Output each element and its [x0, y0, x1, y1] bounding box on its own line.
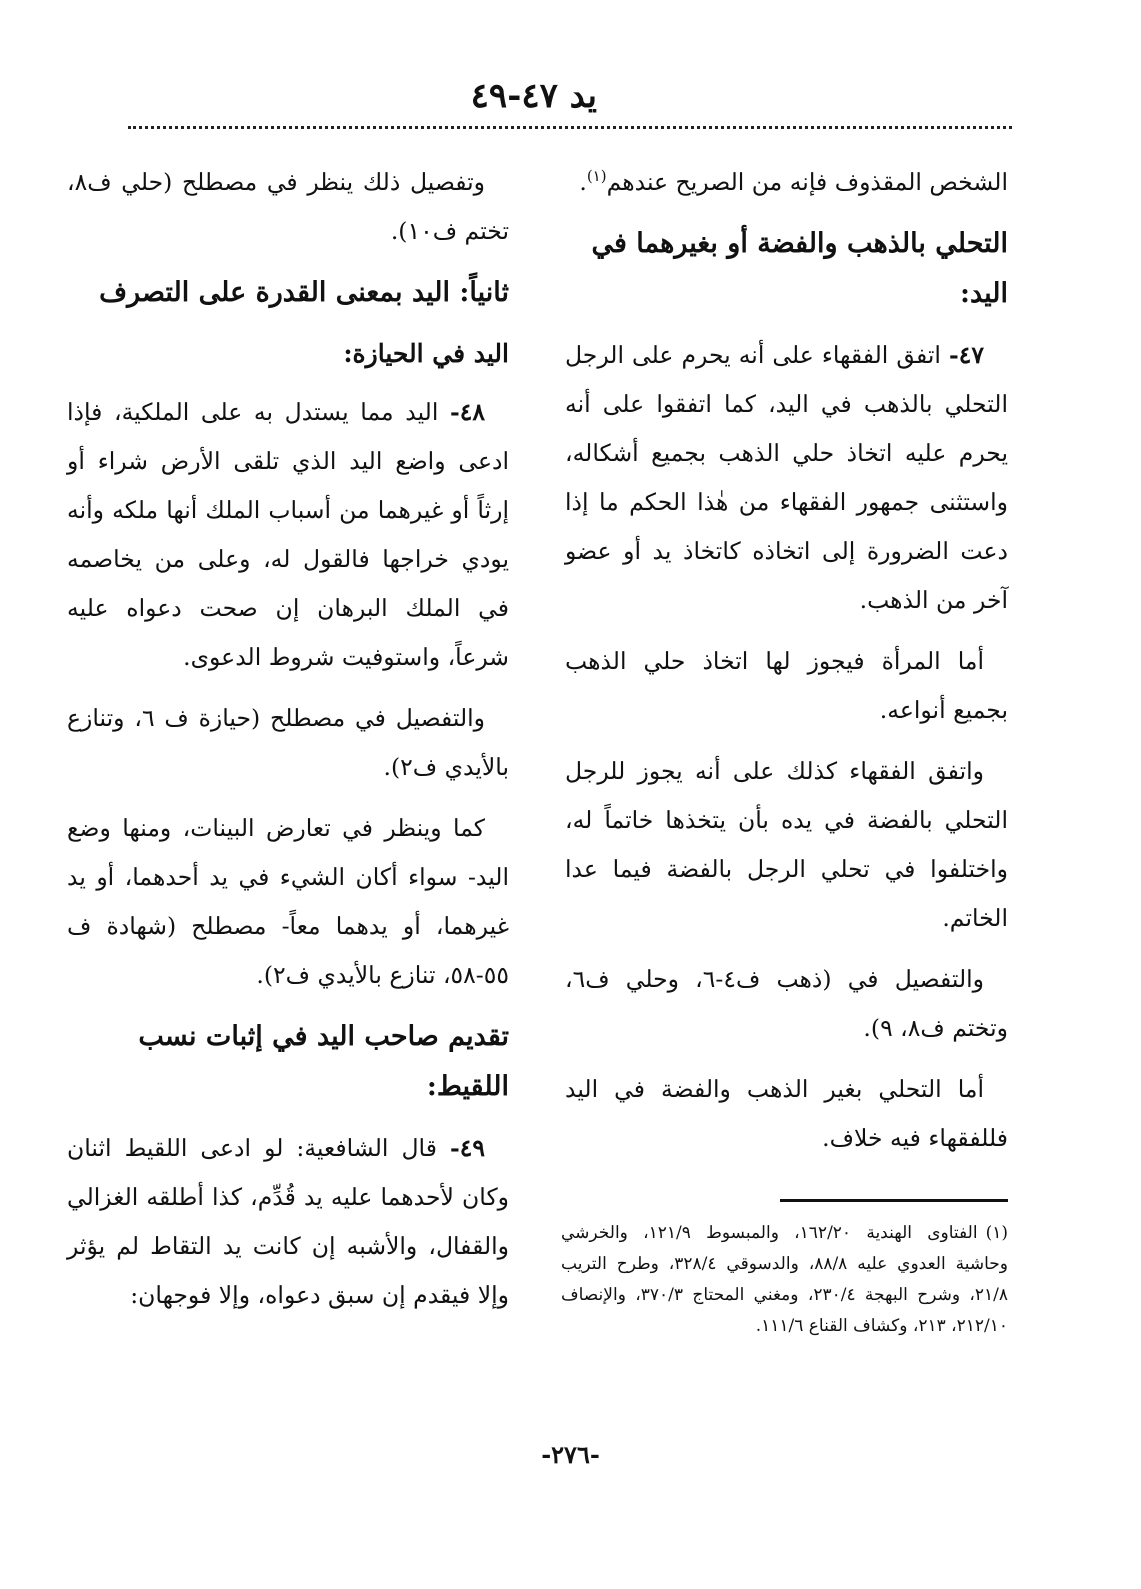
paragraph-text: قال الشافعية: لو ادعى اللقيط اثنان وكان لأحدهما عليه يد قُدِّم، كذا أطلقه الغزالي والقفال، والأشبه إن كانت يد التقاط لم يؤثر وإلا فيقدم إن سبق دعواه، وإلا فوجهان: [67, 1134, 509, 1309]
paragraph-text: الشخص المقذوف فإنه من الصريح عندهم [606, 168, 1008, 196]
footnote-rule [780, 1199, 1008, 1202]
footnote-mark: (١) [985, 1223, 1008, 1243]
paragraph: وتفصيل ذلك ينظر في مصطلح (حلي ف٨، تختم ف١٠). [67, 168, 509, 245]
section-heading: ثانياً: اليد بمعنى القدرة على التصرف [99, 277, 509, 308]
paragraph [67, 388, 509, 682]
header-dotted-rule [128, 126, 1012, 129]
paragraph: أما المرأة فيجوز لها اتخاذ حلي الذهب بجميع أنواعه. [565, 647, 1008, 724]
subsection-heading: اليد في الحيازة: [343, 339, 509, 368]
paragraph-text: اليد مما يستدل به على الملكية، فإذا ادعى واضع اليد الذي تلقى الأرض شراء أو إرثاً أو غيرهما من أسباب الملك أنها ملكه وأنه يودي خراجها فالقول له، وعلى من يخاصمه في الملك البرهان إن صحت دعواه عليه شرعاً، واستوفيت شروط الدعوى. [67, 398, 509, 671]
paragraph [565, 158, 1008, 207]
paragraph [565, 331, 1008, 625]
paragraph-number: ٤٨- [449, 398, 485, 426]
paragraph-number: ٤٩- [449, 1134, 485, 1162]
running-head: يد ٤٧-٤٩ [470, 76, 597, 116]
paragraph: والتفصيل في (ذهب ف٤-٦، وحلي ف٦، وتختم ف٨، ٩). [565, 965, 1008, 1042]
paragraph-number: ٤٧- [948, 341, 984, 369]
footnote-text: الفتاوى الهندية ١٦٢/٢٠، والمبسوط ١٢١/٩، والخرشي وحاشية العدوي عليه ٨٨/٨، والدسوقي ٣٢٨/٤، وطرح التريب ٢١/٨، وشرح البهجة ٢٣٠/٤، ومغني المحتاج ٣٧٠/٣، والإنصاف ٢١٢/١٠، ٢١٣، وكشاف القناع ١١١/٦. [561, 1223, 1008, 1336]
paragraph: كما وينظر في تعارض البينات، ومنها وضع اليد- سواء أكان الشيء في يد أحدهما، أو يد غيرهما، أو يدهما معاً- مصطلح (شهادة ف ٥٥-٥٨، تنازع بالأيدي ف٢). [67, 814, 509, 989]
right-column [565, 158, 1008, 1175]
paragraph: أما التحلي بغير الذهب والفضة في اليد فللفقهاء فيه خلاف. [565, 1075, 1008, 1152]
paragraph: واتفق الفقهاء كذلك على أنه يجوز للرجل التحلي بالفضة في يده بأن يتخذها خاتماً له، واختلفوا في تحلي الرجل بالفضة فيما عدا الخاتم. [565, 757, 1008, 932]
paragraph: والتفصيل في مصطلح (حيازة ف ٦، وتنازع بالأيدي ف٢). [67, 704, 509, 781]
section-heading: التحلي بالذهب والفضة أو بغيرهما في اليد: [591, 228, 1008, 309]
footnote [561, 1218, 1008, 1342]
paragraph-end: . [579, 168, 587, 196]
page-header [128, 70, 1012, 130]
page-number: -٢٧٦- [541, 1440, 600, 1469]
left-column [67, 158, 509, 1332]
footnote-ref: (١) [586, 167, 607, 186]
section-heading: تقديم صاحب اليد في إثبات نسب اللقيط: [138, 1021, 509, 1102]
paragraph [67, 1124, 509, 1320]
paragraph-text: اتفق الفقهاء على أنه يحرم على الرجل التحلي بالذهب في اليد، كما اتفقوا على أنه يحرم عليه اتخاذ حلي الذهب بجميع أشكاله، واستثنى جمهور الفقهاء من هٰذا الحكم ما إذا دعت الضرورة إلى اتخاذه كاتخاذ يد أو عضو آخر من الذهب. [565, 341, 1008, 614]
